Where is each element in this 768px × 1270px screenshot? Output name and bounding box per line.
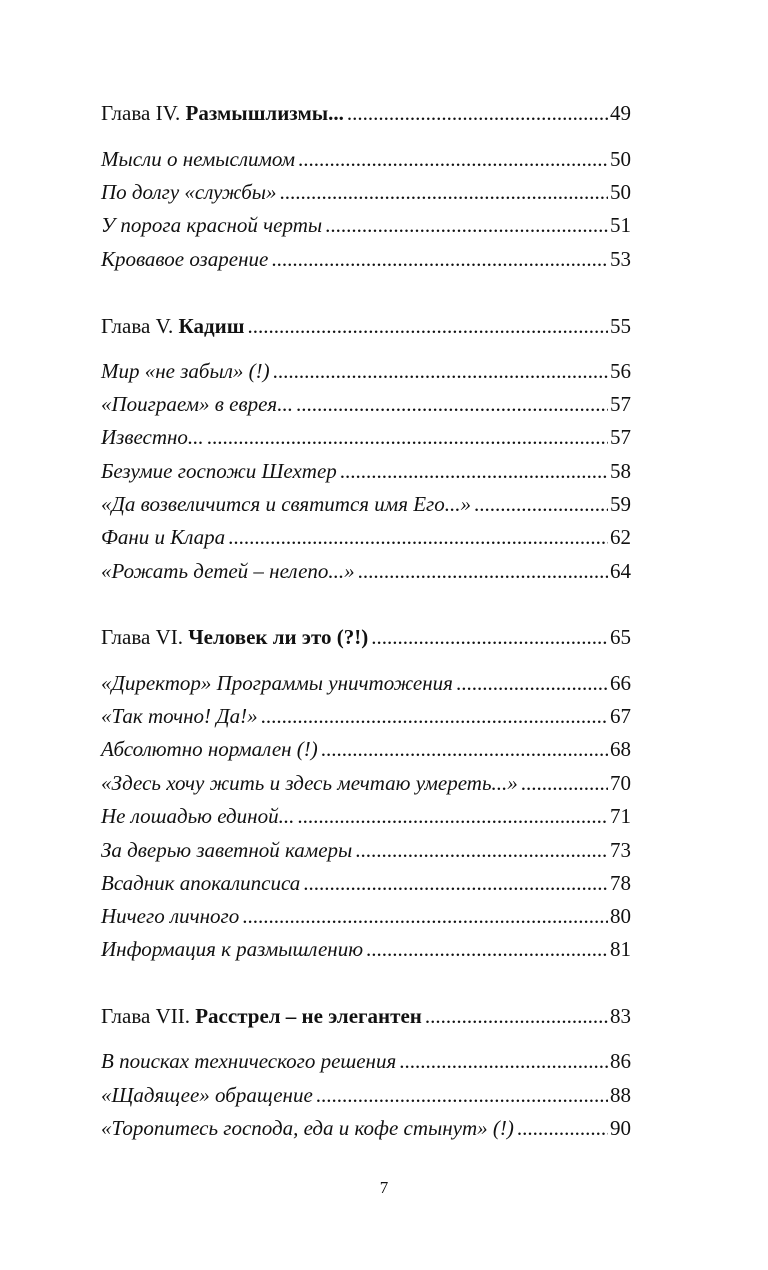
leader-dots — [298, 144, 608, 174]
page-number: 51 — [610, 213, 631, 237]
toc-entry — [101, 422, 631, 452]
page-number: 62 — [610, 525, 631, 549]
chapter-name: Кадиш — [178, 314, 245, 338]
leader-dots — [371, 622, 608, 652]
toc-entry — [101, 901, 631, 931]
leader-dots — [242, 901, 608, 931]
toc-entry — [101, 801, 631, 831]
toc-entry — [101, 734, 631, 764]
chapter-prefix: Глава VII. — [101, 1004, 190, 1028]
leader-dots — [271, 244, 608, 274]
leader-dots — [521, 768, 608, 798]
entry-title: Не лошадью единой... — [101, 804, 295, 828]
page-number: 70 — [610, 771, 631, 795]
chapter-name: Человек ли это (?!) — [188, 625, 369, 649]
entry-title: «Здесь хочу жить и здесь мечтаю умереть...» — [101, 771, 518, 795]
chapter-prefix: Глава VI. — [101, 625, 183, 649]
toc-entry — [101, 768, 631, 798]
entry-title: Мир «не забыл» (!) — [101, 359, 270, 383]
chapter-prefix: Глава IV. — [101, 101, 181, 125]
leader-dots — [207, 422, 608, 452]
entry-title: Информация к размышлению — [101, 937, 364, 961]
page-number: 49 — [610, 101, 631, 125]
entry-title: Всадник апокалипсиса — [101, 871, 301, 895]
leader-dots — [303, 868, 608, 898]
leader-dots — [358, 556, 608, 586]
entry-title: Абсолютно нормален (!) — [101, 737, 318, 761]
toc-entry — [101, 1113, 631, 1143]
leader-dots — [456, 668, 608, 698]
entry-title: Фани и Клара — [101, 525, 226, 549]
leader-dots — [517, 1113, 608, 1143]
entry-title: В поисках технического решения — [101, 1049, 397, 1073]
leader-dots — [474, 489, 608, 519]
chapter-name: Расстрел – не элегантен — [195, 1004, 422, 1028]
toc-entry — [101, 244, 631, 274]
toc-entry — [101, 522, 631, 552]
leader-dots — [316, 1080, 608, 1110]
page-number: 71 — [610, 804, 631, 828]
entry-title: Известно... — [101, 425, 204, 449]
page-number: 80 — [610, 904, 631, 928]
leader-dots — [340, 456, 608, 486]
page-number: 65 — [610, 625, 631, 649]
entry-title: Безумие госпожи Шехтер — [101, 459, 337, 483]
leader-dots — [279, 177, 608, 207]
page-number: 88 — [610, 1083, 631, 1107]
toc-entry — [101, 144, 631, 174]
page-number: 50 — [610, 180, 631, 204]
toc-entry — [101, 389, 631, 419]
entry-title: По долгу «службы» — [101, 180, 277, 204]
page-number: 66 — [610, 671, 631, 695]
page-number: 83 — [610, 1004, 631, 1028]
toc-entry — [101, 868, 631, 898]
leader-dots — [297, 801, 608, 831]
toc-entry — [101, 1046, 631, 1076]
entry-title: «Так точно! Да!» — [101, 704, 258, 728]
leader-dots — [347, 98, 608, 128]
toc-entry — [101, 456, 631, 486]
leader-dots — [228, 522, 608, 552]
toc-entry — [101, 177, 631, 207]
entry-title: У порога красной черты — [101, 213, 323, 237]
page-number: 86 — [610, 1049, 631, 1073]
toc-entry — [101, 934, 631, 964]
page-number: 58 — [610, 459, 631, 483]
entry-title: «Поиграем» в еврея... — [101, 392, 293, 416]
entry-title: «Да возвеличится и святится имя Его...» — [101, 492, 471, 516]
toc-entry — [101, 668, 631, 698]
chapter-name: Размышлизмы... — [185, 101, 344, 125]
chapter-heading-7 — [101, 1001, 631, 1031]
page-number: 53 — [610, 247, 631, 271]
toc-entry — [101, 1080, 631, 1110]
chapter-prefix: Глава V. — [101, 314, 174, 338]
entry-title: Ничего личного — [101, 904, 240, 928]
page-number: 67 — [610, 704, 631, 728]
entry-title: Кровавое озарение — [101, 247, 269, 271]
page-number: 55 — [610, 314, 631, 338]
page-number: 73 — [610, 838, 631, 862]
chapter-heading-6 — [101, 622, 631, 652]
toc-entry — [101, 701, 631, 731]
page-number: 78 — [610, 871, 631, 895]
leader-dots — [366, 934, 608, 964]
entry-title: «Директор» Программы уничтожения — [101, 671, 453, 695]
leader-dots — [355, 835, 608, 865]
toc-entry — [101, 210, 631, 240]
page-number: 59 — [610, 492, 631, 516]
page-number: 57 — [610, 425, 631, 449]
entry-title: Мысли о немыслимом — [101, 147, 296, 171]
entry-title: «Щадящее» обращение — [101, 1083, 313, 1107]
page-number: 64 — [610, 559, 631, 583]
page-number: 50 — [610, 147, 631, 171]
toc-entry — [101, 556, 631, 586]
chapter-title — [101, 311, 244, 341]
page-number: 56 — [610, 359, 631, 383]
page-number: 90 — [610, 1116, 631, 1140]
chapter-title — [101, 1001, 422, 1031]
chapter-heading-4 — [101, 98, 631, 128]
page-folio: 7 — [379, 1178, 389, 1197]
toc-entry — [101, 835, 631, 865]
leader-dots — [296, 389, 608, 419]
chapter-title — [101, 622, 368, 652]
toc-entry — [101, 489, 631, 519]
leader-dots — [425, 1001, 608, 1031]
leader-dots — [399, 1046, 608, 1076]
leader-dots — [261, 701, 608, 731]
leader-dots — [325, 210, 608, 240]
page-number: 81 — [610, 937, 631, 961]
chapter-heading-5 — [101, 311, 631, 341]
page-number: 57 — [610, 392, 631, 416]
chapter-title — [101, 98, 344, 128]
page-number: 68 — [610, 737, 631, 761]
entry-title: «Торопитесь господа, еда и кофе стынут» (!) — [101, 1116, 514, 1140]
leader-dots — [247, 311, 608, 341]
leader-dots — [273, 356, 608, 386]
toc-entry — [101, 356, 631, 386]
entry-title: «Рожать детей – нелепо...» — [101, 559, 355, 583]
leader-dots — [321, 734, 608, 764]
entry-title: За дверью заветной камеры — [101, 838, 353, 862]
